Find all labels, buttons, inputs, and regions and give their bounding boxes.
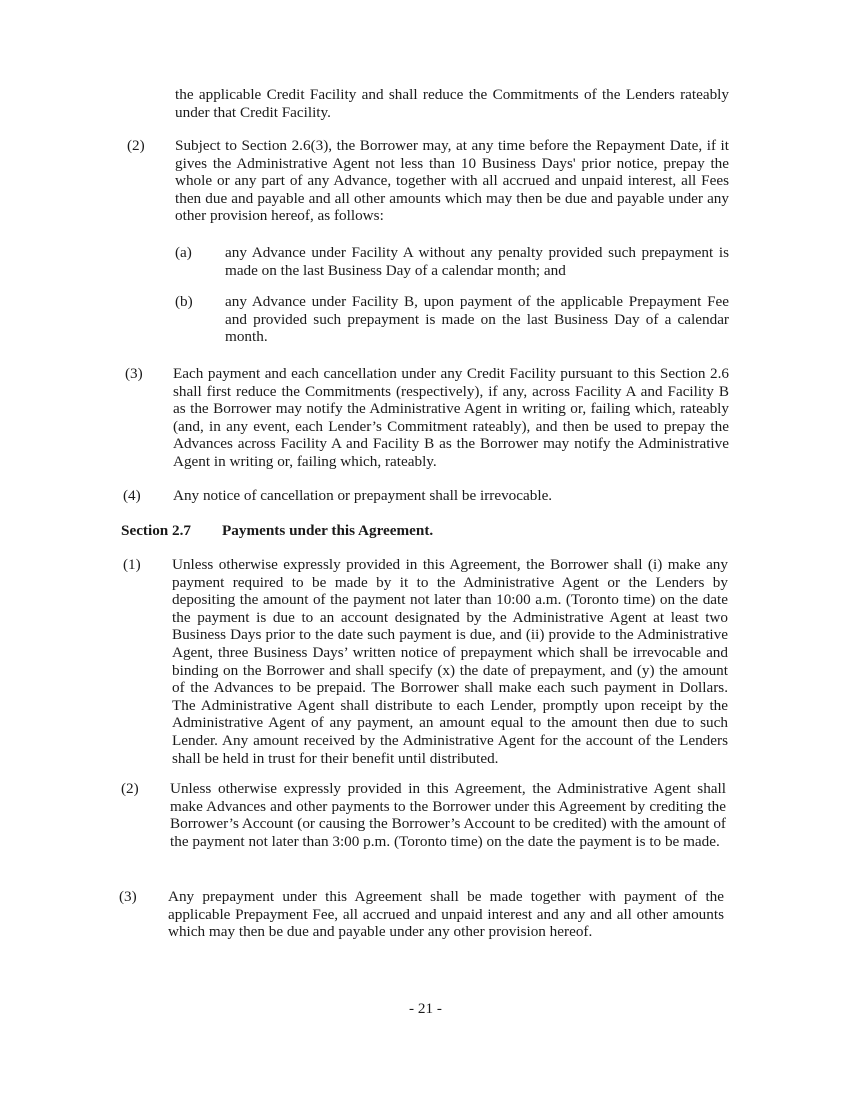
section-title: Payments under this Agreement. (222, 522, 434, 539)
continuation-paragraph: the applicable Credit Facility and shall reduce the Commitments of the Lenders rateably under that Credit Facility. (175, 86, 729, 121)
paragraph-number: (3) (119, 888, 137, 905)
paragraph-number: (2) (127, 137, 145, 154)
paragraph-number: (1) (123, 556, 141, 573)
section-2-7-paragraph-3: Any prepayment under this Agreement shall be made together with payment of the applicable Prepayment Fee, all accrued and unpaid interest and any and all other amounts which may then be due and payable under any other provision hereof. (168, 888, 724, 941)
page-number: - 21 - (409, 1000, 442, 1017)
section-2-6-paragraph-4: Any notice of cancellation or prepayment shall be irrevocable. (173, 487, 553, 504)
section-2-7-paragraph-2: Unless otherwise expressly provided in this Agreement, the Administrative Agent shall make Advances and other payments to the Borrower under this Agreement by crediting the Borrower’s Account (or causing the Borrower’s Account to be credited) with the amount of the payment not later than 3:00 p.m. (Toronto time) on the date the payment is to be made. (170, 780, 726, 850)
subparagraph-number: (b) (175, 293, 193, 310)
section-2-6-paragraph-3: Each payment and each cancellation under any Credit Facility pursuant to this Section 2.6 shall first reduce the Commitments (respectively), if any, across Facility A and Facility B as the Borrower may notify the Administrative Agent in writing or, failing which, rateably (and, in any event, each Lender’s Commitment rateably), and then be used to prepay the Advances across Facility A and Facility B as the Borrower may notify the Administrative Agent in writing or, failing which, rateably. (173, 365, 729, 470)
paragraph-number: (2) (121, 780, 139, 797)
paragraph-number: (4) (123, 487, 141, 504)
section-2-6-paragraph-2: Subject to Section 2.6(3), the Borrower may, at any time before the Repayment Date, if it gives the Administrative Agent not less than 10 Business Days' prior notice, prepay the whole or any part of any Advance, together with all accrued and unpaid interest, all Fees then due and payable and all other amounts which may then be due and payable under any other provision hereof, as follows: (175, 137, 729, 225)
section-2-7-paragraph-1: Unless otherwise expressly provided in this Agreement, the Borrower shall (i) make any payment required to be made by it to the Administrative Agent or the Lenders by depositing the amount of the payment not later than 10:00 a.m. (Toronto time) on the date the payment is due to an account designated by the Administrative Agent at least two Business Days prior to the date such payment is due, and (ii) provide to the Administrative Agent, three Business Days’ written notice of prepayment which shall be irrevocable and binding on the Borrower and shall specify (x) the date of prepayment, and (y) the amount of the Advances to be prepaid. The Borrower shall make each such payment in Dollars. The Administrative Agent shall distribute to each Lender, promptly upon receipt by the Administrative Agent of any payment, an amount equal to the amount then due to such Lender. Any amount received by the Administrative Agent for the account of the Lenders shall be held in trust for their benefit until distributed. (172, 556, 728, 767)
subparagraph-number: (a) (175, 244, 192, 261)
subparagraph-a: any Advance under Facility A without any penalty provided such prepayment is made on the last Business Day of a calendar month; and (225, 244, 729, 279)
section-label: Section 2.7 (121, 522, 192, 539)
paragraph-number: (3) (125, 365, 143, 382)
subparagraph-b: any Advance under Facility B, upon payment of the applicable Prepayment Fee and provided such prepayment is made on the last Business Day of a calendar month. (225, 293, 729, 346)
